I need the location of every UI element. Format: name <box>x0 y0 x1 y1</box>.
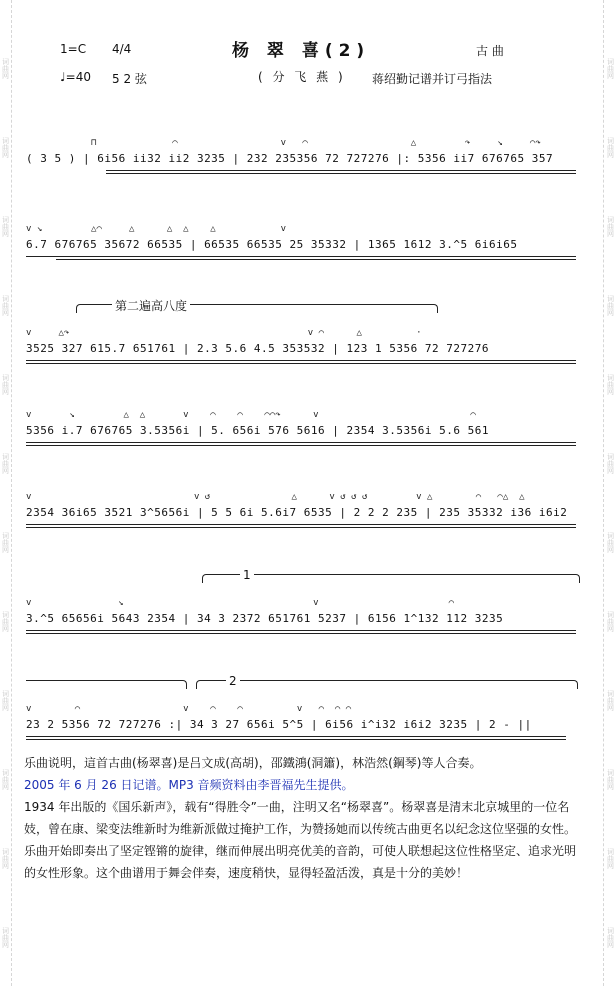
second-ending-label: 2 <box>226 674 240 688</box>
first-ending-bracket <box>202 574 580 583</box>
score-row-7 <box>26 706 586 746</box>
music-description <box>24 752 586 884</box>
second-ending-bracket <box>196 680 578 689</box>
time-signature: 4/4 <box>112 42 132 56</box>
notation-line: ( 3 5 ) | 6i56 ii32 ii2 3235 | 232 235356 72 727276 |: 5356 ii7 676765 357 <box>26 152 554 165</box>
performers-line: 乐曲说明，這首古曲(杨翠喜)是吕文成(高胡)，邵鐵鴻(洞簫)，林浩然(鋼琴)等人合奏。 <box>24 756 482 770</box>
notation-line: 2354 36i65 3521 3^5656i | 5 5 6i 5.6i7 6535 | 2 2 2 235 | 235 35332 i36 i6i2 <box>26 506 568 519</box>
watermark-right: 词曲网 词曲网 词曲网 词曲网 词曲网 词曲网 词曲网 词曲网 词曲网 词曲网 词曲网 词曲网 <box>606 58 615 948</box>
page-title: 杨 翠 喜(2) <box>232 41 371 61</box>
score-row-2 <box>26 226 586 266</box>
string-tuning: 5 2 弦 <box>112 72 147 86</box>
bowing-marks: v ↘ v ⌒ <box>26 598 455 608</box>
first-ending-continuation <box>26 680 187 689</box>
right-dash-border <box>603 0 604 986</box>
notation-line: 23 2 5356 72 727276 :| 34 3 27 656i 5^5 | 6i56 i^i32 i6i2 3235 | 2 - || <box>26 718 532 731</box>
score-row-5 <box>26 494 586 534</box>
bowing-marks: v ⌒ v ⌒ ⌒ v ⌒ ⌒ ⌒ <box>26 704 352 714</box>
key-signature: 1=C <box>60 42 87 56</box>
notation-line: 3525 327 615.7 651761 | 2.3 5.6 4.5 353532 | 123 1 5356 72 727276 <box>26 342 489 355</box>
bowing-marks: v △↷ v ⌒ △ · <box>26 328 422 338</box>
bowing-marks: ⊓ ⌒ v ⌒ △ ↷ ↘ ⌒↷ <box>26 138 541 148</box>
score-row-1 <box>26 140 586 180</box>
second-pass-label: 第二遍高八度 <box>112 297 190 314</box>
score-row-3 <box>26 330 586 370</box>
tempo-marking: ♩=40 <box>60 70 91 84</box>
notation-line: 3.^5 65656i 5643 2354 | 34 3 2372 651761 5237 | 6156 1^132 112 3235 <box>26 612 504 625</box>
transcription-date-line: 2005 年 6 月 26 日记谱。MP3 音频资料由李晋福先生提供。 <box>24 778 354 792</box>
bowing-marks: v ↘ △⌒ △ △ △ △ v <box>26 224 287 234</box>
bowing-marks: v v ↺ △ v ↺ ↺ ↺ v △ ⌒ ⌒△ △ <box>26 492 525 502</box>
first-ending-label: 1 <box>240 568 254 582</box>
watermark-left: 词曲网 词曲网 词曲网 词曲网 词曲网 词曲网 词曲网 词曲网 词曲网 词曲网 词曲网 词曲网 <box>1 58 10 948</box>
left-dash-border <box>11 0 12 986</box>
score-row-4 <box>26 412 586 452</box>
alt-title: ( 分 飞 燕 ) <box>258 70 346 84</box>
genre-label: 古 曲 <box>476 44 504 58</box>
history-paragraph: 1934 年出版的《国乐新声》，载有“得胜令”一曲，注明又名“杨翠喜”。杨翠喜是清末北京城里的一位名妓，曾在康、梁变法维新时为维新派做过掩护工作，为赞扬她而以传统古曲更名以纪念这位坚强的女性。乐曲开始即奏出了坚定铿锵的旋律，继而伸展出明亮优美的音韵，可使人联想起这位性格坚定、追求光明的女性形象。这个曲谱用于舞会伴奏，速度稍快，显得轻盈活泼，真是十分的美妙！ <box>24 800 577 880</box>
score-row-6 <box>26 600 586 640</box>
arranger-credit: 蒋绍勤记谱并订弓指法 <box>372 72 493 86</box>
bowing-marks: v ↘ △ △ v ⌒ ⌒ ⌒⌒↷ v ⌒ <box>26 410 476 420</box>
notation-line: 5356 i.7 676765 3.5356i | 5. 656i 576 5616 | 2354 3.5356i 5.6 561 <box>26 424 489 437</box>
notation-line: 6.7 676765 35672 66535 | 66535 66535 25 35332 | 1365 1612 3.^5 6i6i65 <box>26 238 518 251</box>
